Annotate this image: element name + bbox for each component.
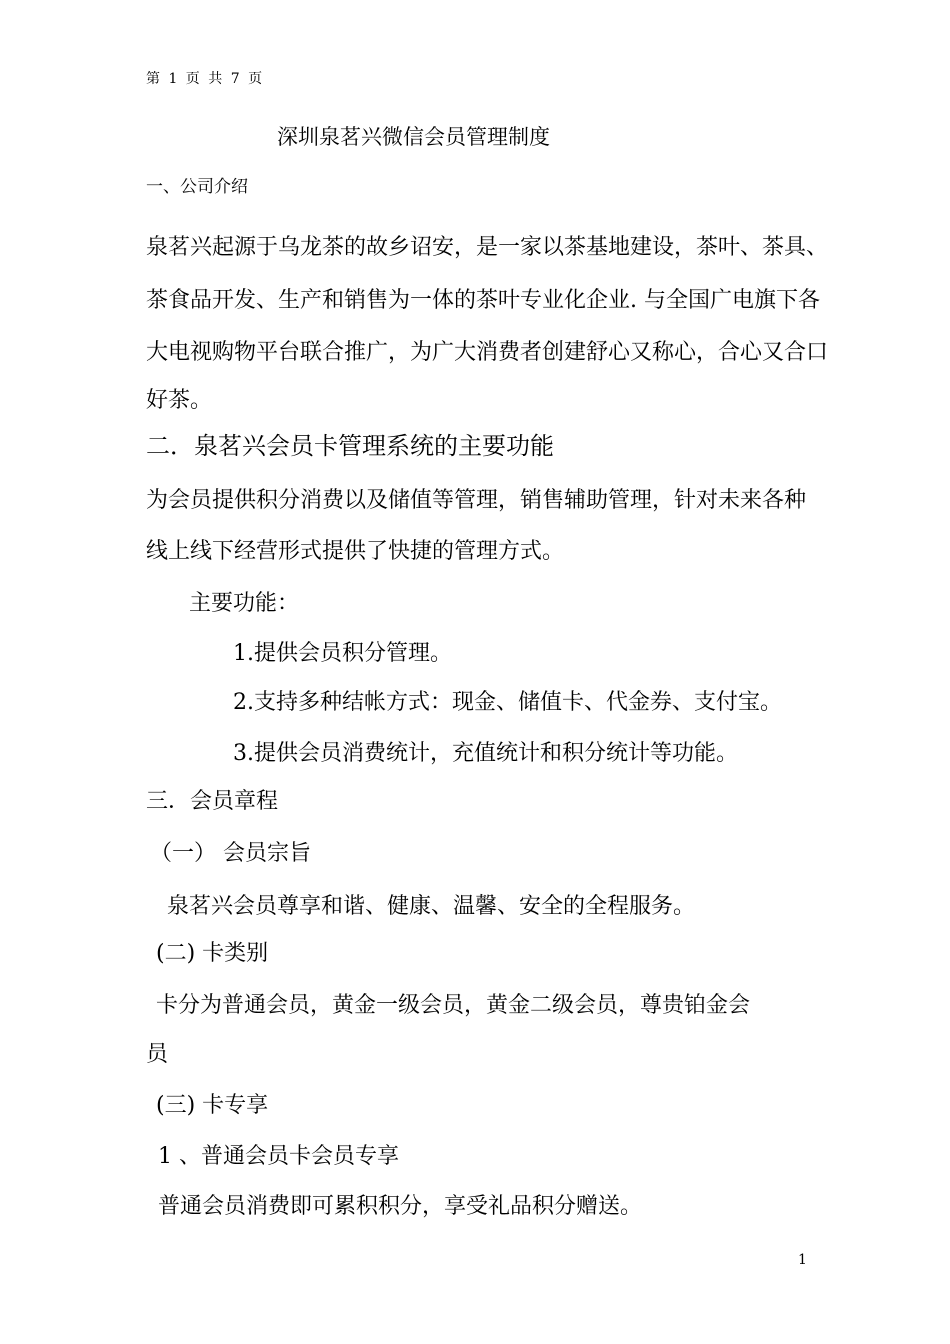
sub2-heading: (二) 卡类别 (156, 941, 269, 966)
sub1-text: 泉茗兴会员尊享和谐、健康、温馨、安全的全程服务。 (167, 894, 696, 919)
sub3-heading: (三) 卡专享 (156, 1093, 269, 1118)
section2-paragraph-line: 线上线下经营形式提供了快捷的管理方式。 (146, 539, 565, 564)
section1-paragraph-line: 好茶。 (146, 388, 213, 413)
sub1-heading: （一） 会员宗旨 (150, 841, 311, 866)
item1-text: 普通会员消费即可累积积分，享受礼品积分赠送。 (158, 1194, 643, 1219)
feature-item: 1.提供会员积分管理。 (233, 641, 452, 666)
sub2-paragraph-line: 卡分为普通会员，黄金一级会员，黄金二级会员，尊贵铂金会 (156, 993, 751, 1018)
features-label: 主要功能： (189, 591, 300, 616)
section2-paragraph-line: 为会员提供积分消费以及储值等管理，销售辅助管理，针对未来各种 (146, 488, 807, 513)
page-header: 第 1 页 共 7 页 (146, 71, 265, 87)
section1-paragraph-line: 大电视购物平台联合推广，为广大消费者创建舒心又称心，合心又合口 (146, 340, 829, 365)
section1-heading: 一、公司介绍 (146, 177, 248, 197)
section2-heading: 二．泉茗兴会员卡管理系统的主要功能 (146, 432, 554, 460)
section3-heading: 三．会员章程 (146, 789, 279, 814)
section1-paragraph-line: 茶食品开发、生产和销售为一体的茶叶专业化企业. 与全国广电旗下各 (146, 288, 820, 313)
feature-item: 2.支持多种结帐方式：现金、储值卡、代金券、支付宝。 (233, 690, 782, 715)
document-title: 深圳泉茗兴微信会员管理制度 (277, 125, 550, 149)
feature-item: 3.提供会员消费统计，充值统计和积分统计等功能。 (233, 741, 738, 766)
page-number: 1 (798, 1252, 807, 1268)
item1-heading: 1 、普通会员卡会员专享 (158, 1144, 399, 1169)
sub2-paragraph-line: 员 (146, 1042, 169, 1067)
section1-paragraph-line: 泉茗兴起源于乌龙茶的故乡诏安，是一家以茶基地建设，茶叶、茶具、 (146, 235, 829, 260)
